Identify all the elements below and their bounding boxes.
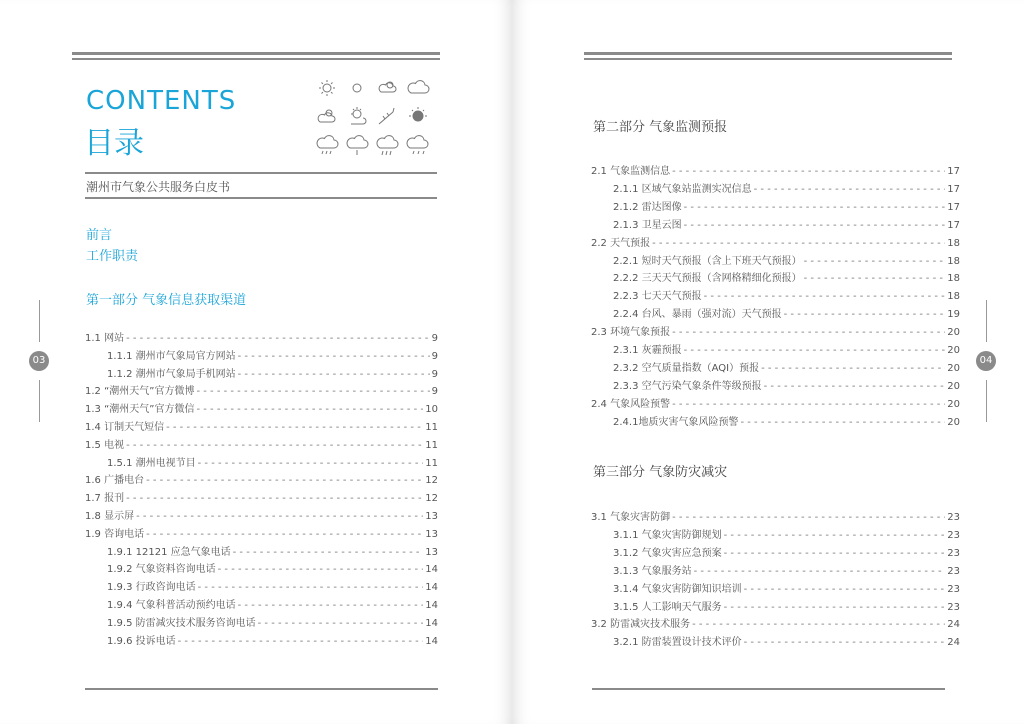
toc-entry[interactable] bbox=[107, 599, 438, 613]
toc-leader-dots bbox=[784, 308, 946, 322]
toc-entry[interactable] bbox=[613, 362, 960, 376]
toc-entry-page: 23 bbox=[947, 601, 960, 613]
toc-entry[interactable] bbox=[613, 583, 960, 597]
toc-leader-dots bbox=[694, 565, 946, 579]
toc-entry[interactable] bbox=[107, 635, 438, 649]
snow-rain-icon bbox=[407, 136, 428, 154]
toc-entry[interactable] bbox=[107, 581, 438, 595]
side-line-lower bbox=[986, 380, 987, 422]
contents-title-zh: 目录 bbox=[84, 126, 144, 161]
toc-leader-dots bbox=[238, 350, 430, 364]
subtitle-rule-bottom bbox=[85, 197, 437, 199]
toc-entry[interactable] bbox=[85, 421, 438, 435]
toc-entry-page: 13 bbox=[425, 546, 438, 558]
toc-entry-label: 2.2.3 七天天气预报 bbox=[613, 291, 702, 303]
toc-entry[interactable] bbox=[613, 547, 960, 561]
right-page bbox=[512, 0, 1024, 724]
toc-entry[interactable] bbox=[613, 636, 960, 650]
toc-leader-dots bbox=[744, 583, 946, 597]
toc-leader-dots bbox=[238, 599, 424, 613]
toc-entry-label: 2.3 环境气象预报 bbox=[591, 327, 671, 339]
toc-leader-dots bbox=[126, 332, 430, 346]
toc-leader-dots bbox=[684, 344, 946, 358]
page-number-badge: 03 bbox=[29, 351, 49, 371]
toc-entry[interactable] bbox=[613, 255, 960, 269]
toc-entry-page: 11 bbox=[425, 422, 438, 433]
toc-entry-page: 20 bbox=[947, 380, 960, 392]
toc-entry-page: 14 bbox=[425, 582, 438, 594]
toc-entry-page: 18 bbox=[947, 273, 960, 285]
toc-entry-label: 2.1.3 卫星云图 bbox=[613, 219, 682, 231]
toc-entry-page: 13 bbox=[425, 511, 438, 522]
toc-entry-label: 2.2.2 三天天气预报（含网格精细化预报） bbox=[613, 273, 802, 285]
toc-entry[interactable] bbox=[107, 368, 438, 382]
toc-leader-dots bbox=[218, 563, 424, 577]
top-double-rule bbox=[584, 52, 952, 60]
toc-entry-page: 12 bbox=[425, 493, 438, 505]
toc-entry[interactable] bbox=[107, 563, 438, 577]
toc-entry-label: 3.1.1 气象灾害防御规划 bbox=[613, 529, 722, 541]
toc-entry[interactable] bbox=[591, 398, 960, 412]
toc-entry[interactable] bbox=[613, 272, 960, 286]
toc-entry-page: 23 bbox=[947, 529, 960, 541]
toc-entry-page: 11 bbox=[425, 457, 438, 469]
toc-entry-label: 1.6 广播电台 bbox=[85, 475, 145, 487]
toc-entry[interactable] bbox=[613, 416, 960, 430]
toc-leader-dots bbox=[196, 403, 423, 417]
side-line-lower bbox=[39, 380, 40, 422]
toc-entry-page: 9 bbox=[431, 368, 438, 380]
toc-entry-label: 3.1.5 人工影响天气服务 bbox=[613, 601, 722, 613]
toc-leader-dots bbox=[804, 255, 946, 269]
toc-entry[interactable] bbox=[591, 618, 960, 632]
bottom-rule bbox=[85, 688, 438, 690]
toc-entry-label: 1.3 “潮州天气”官方微信 bbox=[85, 404, 195, 416]
toc-leader-dots bbox=[233, 546, 424, 560]
toc-entry-label: 1.2 “潮州天气”官方微博 bbox=[85, 386, 195, 398]
toc-leader-dots bbox=[652, 237, 945, 251]
toc-entry[interactable] bbox=[613, 529, 960, 543]
toc-entry-page: 18 bbox=[947, 237, 960, 249]
toc-entry-page: 9 bbox=[431, 386, 438, 398]
toc-entry[interactable] bbox=[613, 201, 960, 215]
toc-entry-label: 3.1.4 气象灾害防御知识培训 bbox=[613, 583, 742, 595]
toc-entry-page: 20 bbox=[947, 345, 960, 356]
toc-leader-dots bbox=[146, 528, 423, 542]
toc-leader-dots bbox=[198, 457, 424, 471]
eclipse-icon bbox=[409, 107, 427, 121]
toc-entry-page: 17 bbox=[947, 219, 960, 231]
toc-entry[interactable] bbox=[613, 290, 960, 304]
toc-entry-label: 2.4.1地质灾害气象风险预警 bbox=[613, 416, 739, 428]
toc-entry[interactable] bbox=[613, 344, 960, 358]
toc-leader-dots bbox=[764, 380, 946, 394]
toc-entry[interactable] bbox=[107, 457, 438, 471]
toc-entry-label: 2.3.2 空气质量指数（AQI）预报 bbox=[613, 362, 760, 374]
toc-entry-label: 1.9.3 行政咨询电话 bbox=[107, 582, 196, 594]
toc-entry-label: 1.9.4 气象科普活动预约电话 bbox=[107, 600, 236, 611]
toc-entry-page: 14 bbox=[425, 564, 438, 576]
drizzle-icon bbox=[317, 136, 338, 154]
toc-entry-label: 1.9 咨询电话 bbox=[85, 528, 145, 540]
toc-leader-dots bbox=[198, 581, 424, 595]
side-line-upper bbox=[986, 300, 987, 342]
toc-entry[interactable] bbox=[591, 165, 960, 179]
toc-leader-dots bbox=[672, 165, 945, 179]
toc-entry-page: 24 bbox=[947, 619, 960, 631]
toc-entry[interactable] bbox=[591, 511, 960, 525]
toc-entry[interactable] bbox=[613, 308, 960, 322]
toc-leader-dots bbox=[126, 439, 423, 453]
toc-entry-page: 18 bbox=[947, 255, 960, 267]
toc-entry-page: 19 bbox=[947, 309, 960, 321]
toc-entry-label: 1.1 网站 bbox=[85, 333, 125, 344]
toc-entry-page: 14 bbox=[425, 617, 438, 629]
toc-leader-dots bbox=[704, 290, 946, 304]
toc-entry-page: 11 bbox=[425, 439, 438, 451]
toc-leader-dots bbox=[136, 510, 423, 524]
toc-leader-dots bbox=[178, 635, 424, 649]
toc-entry-page: 23 bbox=[947, 547, 960, 559]
toc-leader-dots bbox=[166, 421, 423, 435]
toc-entry-page: 14 bbox=[425, 635, 438, 647]
toc-entry-page: 17 bbox=[947, 166, 960, 177]
toc-leader-dots bbox=[672, 398, 945, 412]
toc-entry-page: 23 bbox=[947, 565, 960, 577]
toc-leader-dots bbox=[724, 529, 946, 543]
top-double-rule bbox=[72, 52, 440, 60]
document-subtitle: 潮州市气象公共服务白皮书 bbox=[86, 180, 231, 194]
toc-link-preface[interactable]: 前言 bbox=[86, 228, 113, 243]
toc-entry-label: 1.9.5 防雷减灾技术服务咨询电话 bbox=[107, 617, 256, 629]
toc-entry[interactable] bbox=[107, 617, 438, 631]
toc-leader-dots bbox=[761, 362, 945, 376]
toc-entry-page: 13 bbox=[425, 528, 438, 540]
toc-entry-label: 1.7 报刊 bbox=[85, 493, 125, 505]
toc-entry[interactable] bbox=[613, 219, 960, 233]
toc-leader-dots bbox=[238, 368, 430, 382]
part2-title[interactable]: 第二部分 气象监测预报 bbox=[593, 120, 728, 135]
toc-entry-label: 1.1.1 潮州市气象局官方网站 bbox=[107, 350, 236, 362]
toc-link-duties[interactable]: 工作职责 bbox=[86, 249, 139, 264]
toc-leader-dots bbox=[740, 416, 945, 430]
toc-entry-page: 20 bbox=[947, 398, 960, 410]
toc-entry-label: 2.2.1 短时天气预报（含上下班天气预报） bbox=[613, 255, 802, 267]
toc-entry-label: 2.4 气象风险预警 bbox=[591, 398, 671, 410]
toc-leader-dots bbox=[126, 492, 423, 506]
toc-leader-dots bbox=[804, 272, 946, 286]
cloud-icon bbox=[408, 81, 429, 93]
toc-entry-label: 1.9.6 投诉电话 bbox=[107, 635, 176, 647]
toc-entry[interactable] bbox=[613, 565, 960, 579]
part1-title[interactable]: 第一部分 气象信息获取渠道 bbox=[86, 293, 247, 308]
sun-icon bbox=[319, 80, 335, 96]
toc-entry-page: 9 bbox=[431, 350, 438, 362]
toc-entry[interactable] bbox=[85, 439, 438, 453]
toc-entry-label: 2.3.1 灰霾预报 bbox=[613, 345, 682, 356]
toc-leader-dots bbox=[724, 601, 946, 615]
toc-leader-dots bbox=[744, 636, 946, 650]
toc-entry-label: 1.1.2 潮州市气象局手机网站 bbox=[107, 368, 236, 380]
toc-entry-label: 3.1.2 气象灾害应急预案 bbox=[613, 547, 722, 559]
toc-entry[interactable] bbox=[85, 510, 438, 524]
toc-entry-label: 3.1.3 气象服务站 bbox=[613, 565, 692, 577]
page-number-badge: 04 bbox=[976, 351, 996, 371]
toc-entry-label: 3.2 防雷减灾技术服务 bbox=[591, 619, 691, 631]
toc-entry-label: 2.3.3 空气污染气象条件等级预报 bbox=[613, 380, 762, 392]
part3-title[interactable]: 第三部分 气象防灾减灾 bbox=[593, 465, 728, 480]
toc-entry-label: 2.2 天气预报 bbox=[591, 237, 651, 249]
toc-leader-dots bbox=[684, 201, 946, 215]
toc-entry-label: 2.1.2 雷达图像 bbox=[613, 201, 682, 213]
toc-leader-dots bbox=[724, 547, 946, 561]
toc-entry[interactable] bbox=[85, 332, 438, 346]
toc-entry-label: 3.2.1 防雷装置设计技术评价 bbox=[613, 637, 742, 649]
toc-entry[interactable] bbox=[591, 326, 960, 340]
toc-entry-label: 2.2.4 台风、暴雨（强对流）天气预报 bbox=[613, 309, 782, 321]
toc-entry-label: 1.5 电视 bbox=[85, 439, 125, 451]
subtitle-rule-top bbox=[85, 172, 437, 174]
toc-entry-label: 2.1 气象监测信息 bbox=[591, 166, 671, 177]
toc-entry-label: 1.9.2 气象资料咨询电话 bbox=[107, 564, 216, 576]
toc-leader-dots bbox=[754, 183, 946, 197]
toc-entry-label: 1.9.1 12121 应急气象电话 bbox=[107, 546, 231, 558]
toc-entry[interactable] bbox=[85, 385, 438, 399]
toc-entry[interactable] bbox=[85, 474, 438, 488]
rain-icon bbox=[347, 136, 368, 155]
toc-entry[interactable] bbox=[591, 237, 960, 251]
contents-title-en: CONTENTS bbox=[86, 86, 237, 116]
toc-entry[interactable] bbox=[107, 546, 438, 560]
cloud-sun-icon bbox=[318, 110, 335, 122]
toc-entry-page: 24 bbox=[947, 637, 960, 649]
toc-entry-page: 12 bbox=[425, 475, 438, 487]
toc-entry[interactable] bbox=[613, 601, 960, 615]
toc-leader-dots bbox=[672, 326, 945, 340]
toc-leader-dots bbox=[684, 219, 946, 233]
toc-entry-page: 20 bbox=[947, 327, 960, 339]
toc-entry-page: 17 bbox=[947, 183, 960, 195]
wind-rain-icon bbox=[379, 108, 394, 124]
toc-entry-label: 3.1 气象灾害防御 bbox=[591, 512, 671, 523]
toc-entry-label: 1.5.1 潮州电视节目 bbox=[107, 457, 196, 469]
toc-entry-page: 10 bbox=[425, 404, 438, 416]
toc-entry[interactable] bbox=[613, 183, 960, 197]
toc-entry[interactable] bbox=[85, 403, 438, 417]
toc-entry-label: 1.8 显示屏 bbox=[85, 511, 135, 522]
toc-entry-page: 23 bbox=[947, 512, 960, 523]
toc-leader-dots bbox=[258, 617, 424, 631]
toc-leader-dots bbox=[672, 511, 945, 525]
toc-entry[interactable] bbox=[613, 380, 960, 394]
heavy-rain-icon bbox=[377, 136, 398, 155]
toc-entry-page: 18 bbox=[947, 291, 960, 303]
toc-entry-page: 23 bbox=[947, 583, 960, 595]
moon-icon bbox=[353, 84, 361, 92]
toc-entry-page: 20 bbox=[947, 362, 960, 374]
toc-leader-dots bbox=[146, 474, 423, 488]
partly-cloudy-icon bbox=[379, 82, 396, 92]
toc-entry-page: 14 bbox=[425, 600, 438, 611]
bottom-rule bbox=[592, 688, 945, 690]
toc-entry-page: 20 bbox=[947, 416, 960, 428]
toc-entry[interactable] bbox=[107, 350, 438, 364]
toc-entry-label: 1.4 订制天气短信 bbox=[85, 422, 165, 433]
toc-entry[interactable] bbox=[85, 492, 438, 506]
toc-leader-dots bbox=[692, 618, 945, 632]
toc-entry-page: 17 bbox=[947, 201, 960, 213]
toc-entry-label: 2.1.1 区域气象站监测实况信息 bbox=[613, 183, 752, 195]
sun-cloud-rays-icon bbox=[351, 107, 366, 124]
side-line-upper bbox=[39, 300, 40, 342]
weather-icon-grid bbox=[315, 78, 435, 168]
toc-entry[interactable] bbox=[85, 528, 438, 542]
toc-leader-dots bbox=[196, 385, 429, 399]
toc-entry-page: 9 bbox=[431, 333, 438, 344]
